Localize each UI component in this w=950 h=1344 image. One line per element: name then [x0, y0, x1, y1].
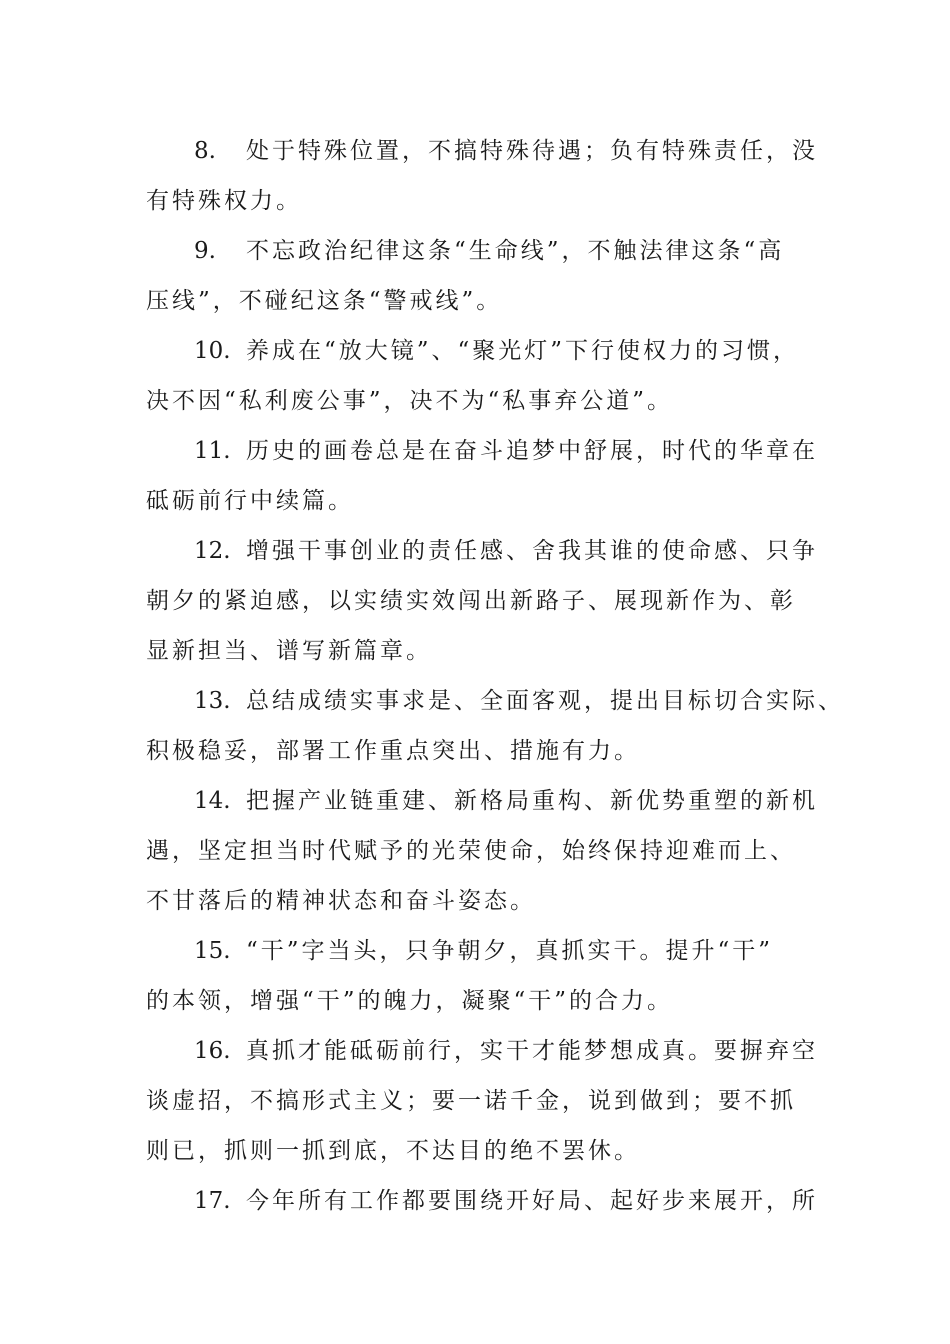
list-item-number: 9.	[194, 238, 216, 264]
list-item-first-line	[146, 776, 826, 826]
list-item-number: 14.	[194, 788, 231, 814]
list-item	[146, 1176, 826, 1226]
list-item-text: 养成在“放大镜”、“聚光灯”下行使权力的习惯，	[246, 338, 800, 364]
list-item-text: 处于特殊位置，不搞特殊待遇；负有特殊责任，没	[246, 138, 818, 164]
list-item-text: 增强干事创业的责任感、舍我其谁的使命感、只争	[246, 538, 818, 564]
list-item-number: 12.	[194, 538, 231, 564]
list-item-number: 15.	[194, 938, 231, 964]
list-item-line	[146, 1126, 826, 1176]
list-item-first-line	[146, 1176, 826, 1226]
list-item-line	[146, 976, 826, 1026]
list-item-first-line	[146, 426, 826, 476]
list-item-number: 16.	[194, 1038, 231, 1064]
list-item-line	[146, 176, 826, 226]
list-item-line	[146, 476, 826, 526]
list-item	[146, 326, 826, 426]
list-item-text: 遇，坚定担当时代赋予的光荣使命，始终保持迎难而上、	[146, 838, 796, 864]
list-item-first-line	[146, 126, 826, 176]
list-item	[146, 526, 826, 676]
list-item	[146, 776, 826, 926]
list-item-first-line	[146, 1026, 826, 1076]
list-item-line	[146, 726, 826, 776]
list-item-text: 显新担当、谱写新篇章。	[146, 638, 432, 664]
list-item-text: 历史的画卷总是在奋斗追梦中舒展，时代的华章在	[246, 438, 818, 464]
list-item-line	[146, 276, 826, 326]
list-item-text: 今年所有工作都要围绕开好局、起好步来展开，所	[246, 1188, 818, 1214]
list-item-number: 13.	[194, 688, 231, 714]
list-item-text: 的本领，增强“干”的魄力，凝聚“干”的合力。	[146, 988, 674, 1014]
document-body	[146, 126, 844, 1226]
list-item-number: 8.	[194, 138, 216, 164]
list-item-text: 把握产业链重建、新格局重构、新优势重塑的新机	[246, 788, 818, 814]
list-item-number: 10.	[194, 338, 231, 364]
list-item-text: 谈虚招，不搞形式主义；要一诺千金，说到做到；要不抓	[146, 1088, 796, 1114]
list-item-text: 总结成绩实事求是、全面客观，提出目标切合实际、	[246, 688, 844, 714]
list-item-first-line	[146, 526, 826, 576]
list-item	[146, 126, 826, 226]
list-item-text: 不甘落后的精神状态和奋斗姿态。	[146, 888, 536, 914]
list-item-line	[146, 876, 826, 926]
list-item-line	[146, 576, 826, 626]
list-item-text: 则已，抓则一抓到底，不达目的绝不罢休。	[146, 1138, 640, 1164]
list-item-line	[146, 376, 826, 426]
list-item-line	[146, 626, 826, 676]
list-item-text: 压线”，不碰纪这条“警戒线”。	[146, 288, 503, 314]
list-item-first-line	[146, 326, 826, 376]
list-item-text: 积极稳妥，部署工作重点突出、措施有力。	[146, 738, 640, 764]
list-item-text: 不忘政治纪律这条“生命线”，不触法律这条“高	[246, 238, 785, 264]
list-item-number: 17.	[194, 1188, 231, 1214]
list-item-number: 11.	[194, 438, 231, 464]
list-item-first-line	[146, 226, 826, 276]
list-item-first-line	[146, 676, 844, 726]
list-item-text: 真抓才能砥砺前行，实干才能梦想成真。要摒弃空	[246, 1038, 818, 1064]
list-item-text: 决不因“私利废公事”，决不为“私事弃公道”。	[146, 388, 674, 414]
list-item	[146, 426, 826, 526]
list-item-text: “干”字当头，只争朝夕，真抓实干。提升“干”	[246, 938, 774, 964]
list-item-text: 砥砺前行中续篇。	[146, 488, 354, 514]
list-item-text: 朝夕的紧迫感，以实绩实效闯出新路子、展现新作为、彰	[146, 588, 796, 614]
list-item-text: 有特殊权力。	[146, 188, 302, 214]
list-item-first-line	[146, 926, 826, 976]
list-item-line	[146, 826, 826, 876]
list-item	[146, 226, 826, 326]
list-item	[146, 926, 826, 1026]
list-item	[146, 1026, 826, 1176]
list-item	[146, 676, 844, 776]
list-item-line	[146, 1076, 826, 1126]
